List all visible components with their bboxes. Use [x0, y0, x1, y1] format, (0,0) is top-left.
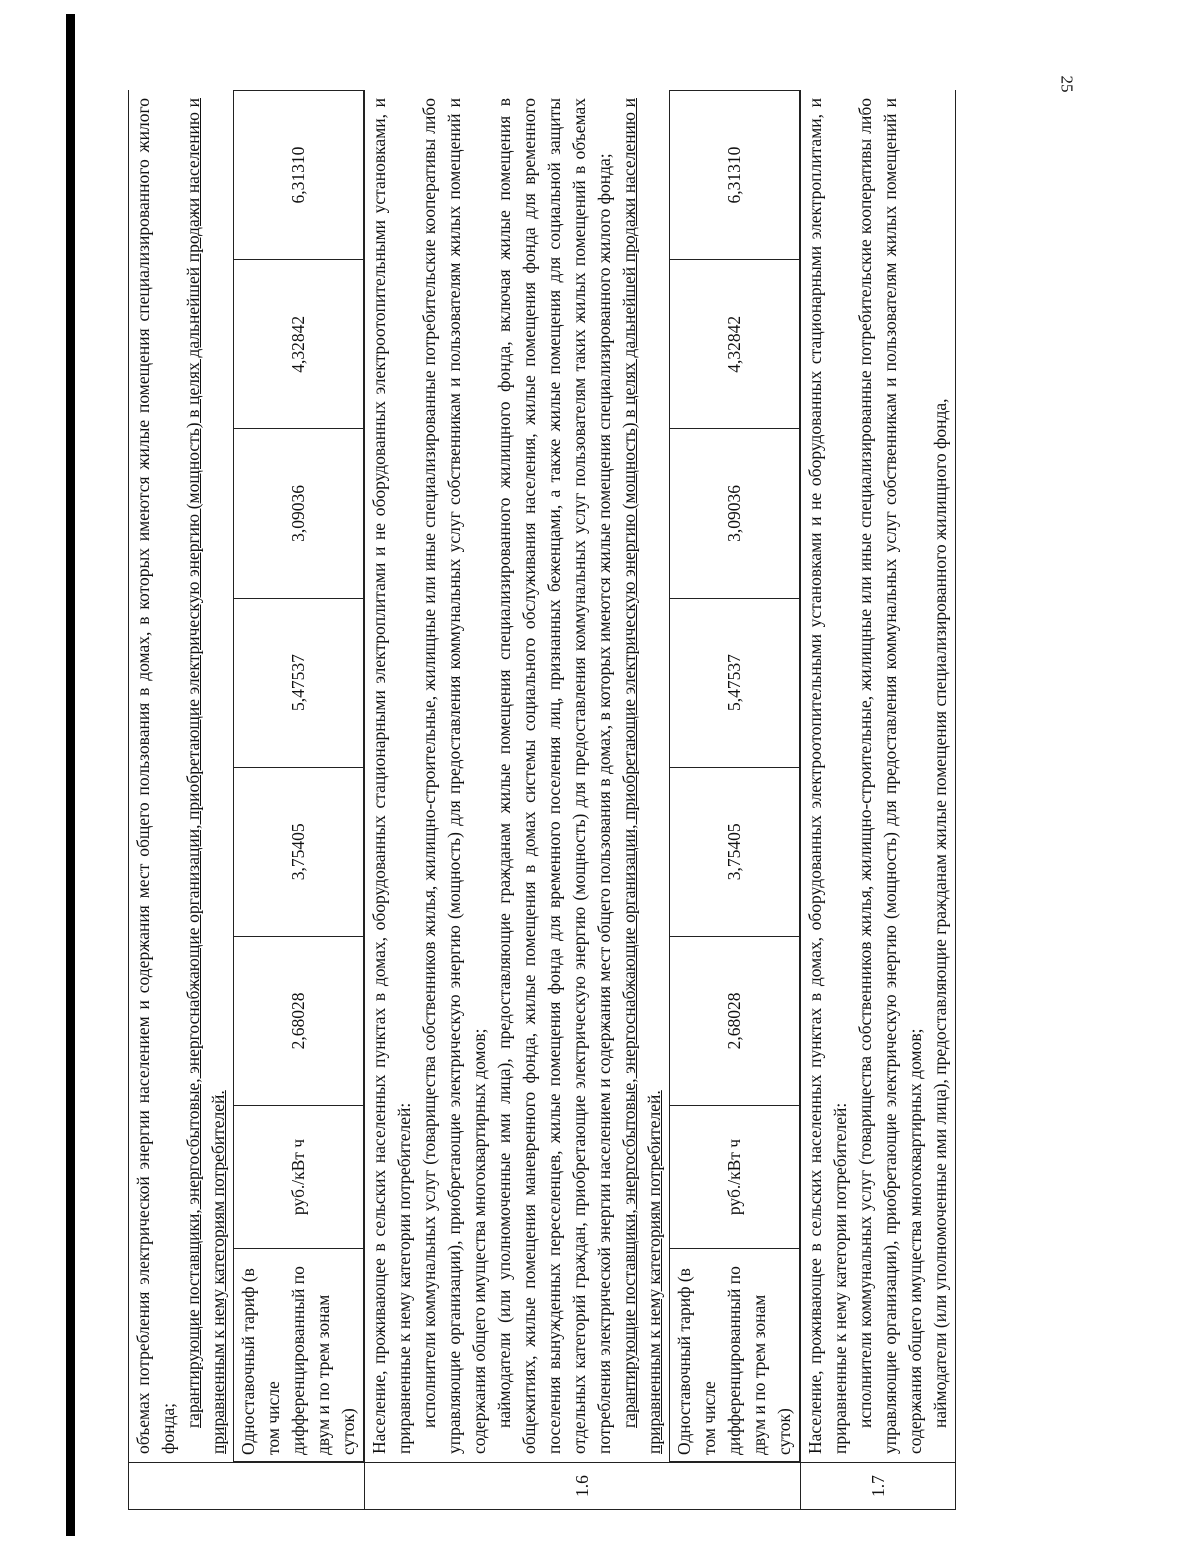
tariff-label: Одноставочный тариф (в том числе дифференцированный по двум и по трем зонам суток): [234, 1249, 364, 1462]
tariff-value-5: 4,32842: [234, 260, 364, 429]
row-number-empty: [129, 1463, 365, 1510]
section-1-7-row: [801, 90, 956, 1510]
scan-edge-bar: [66, 14, 75, 1536]
tariff-values-top: [233, 90, 364, 1462]
section-1-6-row: [365, 90, 801, 1510]
tariff-value-6: 6,31310: [670, 91, 800, 260]
tariff-unit: руб./кВт ч: [234, 1106, 364, 1249]
tariff-table: [128, 90, 956, 1510]
page-number: 25: [1057, 75, 1077, 93]
continuation-line-1: объемах потребления электрической энергии населением и содержания мест общего пользования в домах, в которых имеются жилые помещения специализированного жилого фонда;: [133, 98, 178, 1454]
section-1-7-para-1: Население, проживающее в сельских населенных пунктах в домах, оборудованных электроотопительными установками и не оборудованных стационарными электроплитами, и приравненные к нему категории потребителей:: [805, 98, 850, 1454]
section-1-7-para-2: исполнители коммунальных услуг (товарищества собственников жилья, жилищно-строительные, жилищные или иные специализированные потребительские кооперативы либо управляющие организации), приобретающие электрическую энергию (мощность) для предоставления коммунальных услуг собственникам и пользователям жилых помещений и содержания общего имущества многоквартирных домов;: [855, 98, 925, 1454]
section-1-6-para-4: гарантирующие поставщики, энергосбытовые, энергоснабжающие организации, приобретающие электрическую энергию (мощность) в целях дальнейшей продажи населению и приравненным к нему категориям потребителей.: [619, 98, 664, 1454]
rotated-document: [128, 90, 1053, 1510]
tariff-value-1: 2,68028: [670, 936, 800, 1105]
tariff-label: Одноставочный тариф (в том числе дифференцированный по двум и по трем зонам суток): [670, 1249, 800, 1462]
tariff-values-1-6: [669, 90, 800, 1462]
tariff-value-2: 3,75405: [234, 767, 364, 936]
tariff-value-1: 2,68028: [234, 936, 364, 1105]
tariff-unit: руб./кВт ч: [670, 1106, 800, 1249]
continuation-line-2: гарантирующие поставщики, энергосбытовые, энергоснабжающие организации, приобретающие электрическую энергию (мощность) в целях дальнейшей продажи населению и приравненным к нему категориям потребителей.: [183, 98, 228, 1454]
tariff-value-2: 3,75405: [670, 767, 800, 936]
section-1-6-para-1: Население, проживающее в сельских населенных пунктах в домах, оборудованных стационарными электроплитами и не оборудованных электроотопительными установками, и приравненные к нему категории потребителей:: [369, 98, 414, 1454]
section-1-6-para-2: исполнители коммунальных услуг (товарищества собственников жилья, жилищно-строительные, жилищные или иные специализированные потребительские кооперативы либо управляющие организации), приобретающие электрическую энергию (мощность) для предоставления коммунальных услуг собственникам и пользователям жилых помещений и содержания общего имущества многоквартирных домов;: [419, 98, 489, 1454]
continuation-row: [129, 90, 365, 1510]
tariff-value-4: 3,09036: [670, 429, 800, 598]
row-number-1-7: 1.7: [801, 1463, 956, 1510]
section-1-7-cell: [801, 90, 956, 1463]
section-1-6-para-3: наймодатели (или уполномоченные ими лица), предоставляющие гражданам жилые помещения специализированного жилищного фонда, включая жилые помещения в общежитиях, жилые помещения маневренного фонда, жилые помещения в домах системы социального обслуживания населения, жилые помещения фонда для временного поселения вынужденных переселенцев, жилые помещения фонда для временного поселения лиц, признанных беженцами, а также жилые помещения для социальной защиты отдельных категорий граждан, приобретающие электрическую энергию (мощность) для предоставления коммунальных услуг пользователям таких жилых помещений в объемах потребления электрической энергии населением и содержания мест общего пользования в домах, в которых имеются жилые помещения специализированного жилого фонда;: [494, 98, 614, 1454]
tariff-value-3: 5,47537: [234, 598, 364, 767]
section-1-7-para-3: наймодатели (или уполномоченные ими лица), предоставляющие гражданам жилые помещения специализированного жилищного фонда,: [930, 398, 950, 1428]
tariff-value-3: 5,47537: [670, 598, 800, 767]
continuation-cell: [129, 90, 365, 1463]
section-1-6-cell: [365, 90, 801, 1463]
row-number-1-6: 1.6: [365, 1463, 801, 1510]
tariff-value-5: 4,32842: [670, 260, 800, 429]
tariff-value-4: 3,09036: [234, 429, 364, 598]
tariff-value-6: 6,31310: [234, 91, 364, 260]
